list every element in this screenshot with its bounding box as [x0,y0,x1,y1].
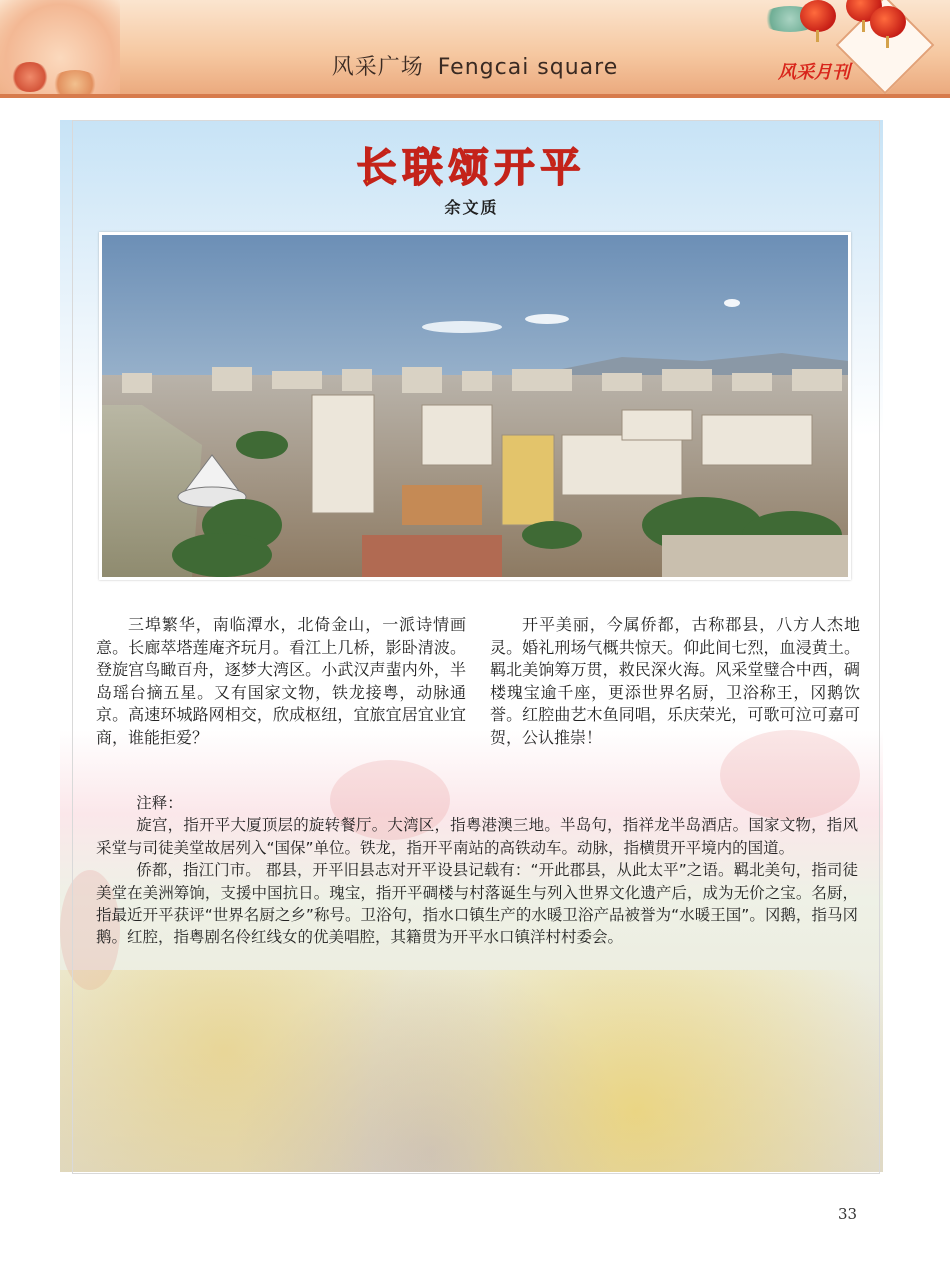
lantern-icon [800,0,836,32]
section-title-en: Fengcai square [437,55,619,80]
city-photo [99,232,851,580]
article-column-right [490,614,860,749]
annotation-item: 侨都，指江门市。 郡县，开平旧县志对开平设县记载有：“开此郡县，从此太平”之语。羁北美句，指司徒美堂在美洲筹饷，支援中国抗日。瑰宝，指开平碉楼与村落诞生与列入世界文化遗产后，成为无价之宝。名厨，指最近开平获评“世界名厨之乡”称号。卫浴句，指水口镇生产的水暖卫浴产品被誉为“水暖王国”。冈鹅，指马冈鹅。红腔，指粤剧名伶红线女的优美唱腔，其籍贯为开平水口镇洋村村委会。 [96,861,858,947]
article-column-left [96,614,466,749]
annotation-item: 旋宫，指开平大厦顶层的旋转餐厅。大湾区，指粤港澳三地。半岛句，指祥龙半岛酒店。国家文物，指风采堂与司徒美堂故居列入“国保”单位。铁龙，指开平南站的高铁动车。动脉，指横贯开平境内的国道。 [96,816,858,857]
flower-field-background [60,970,883,1172]
page-header [0,0,950,98]
article-title: 长联颂开平 [356,145,587,191]
magazine-brand: 风采月刊 [778,62,850,83]
article-paragraph-left: 三埠繁华，南临潭水，北倚金山，一派诗情画意。长廊萃塔莲庵齐玩月。看江上几桥，影卧清波。登旋宫鸟瞰百舟，逐梦大湾区。小武汉声蜚内外，半岛瑶台摘五星。又有国家文物，铁龙接粤，动脉通京。高速环城路网相交，欣成枢纽，宜旅宜居宜业宜商，谁能拒爱？ [96,615,466,747]
page-number: 33 [838,1205,858,1223]
header-divider [0,94,950,98]
lantern-icon [870,6,906,38]
article-paragraph-right: 开平美丽，今属侨都，古称郡县，八方人杰地灵。婚礼刑场气概共惊天。仰此间七烈，血浸黄土。羁北美饷筹万贯，救民深火海。风采堂璧合中西，碉楼瑰宝逾千座，更添世界名厨，卫浴称王，冈鹅饮誉。红腔曲艺木鱼同唱，乐庆荣光，可歌可泣可嘉可贺，公认推崇！ [490,615,860,747]
section-title-cn: 风采广场 [331,55,424,80]
annotation-heading: 注释： [136,794,183,812]
article-author: 余文质 [444,198,499,217]
annotation-section [96,792,858,949]
